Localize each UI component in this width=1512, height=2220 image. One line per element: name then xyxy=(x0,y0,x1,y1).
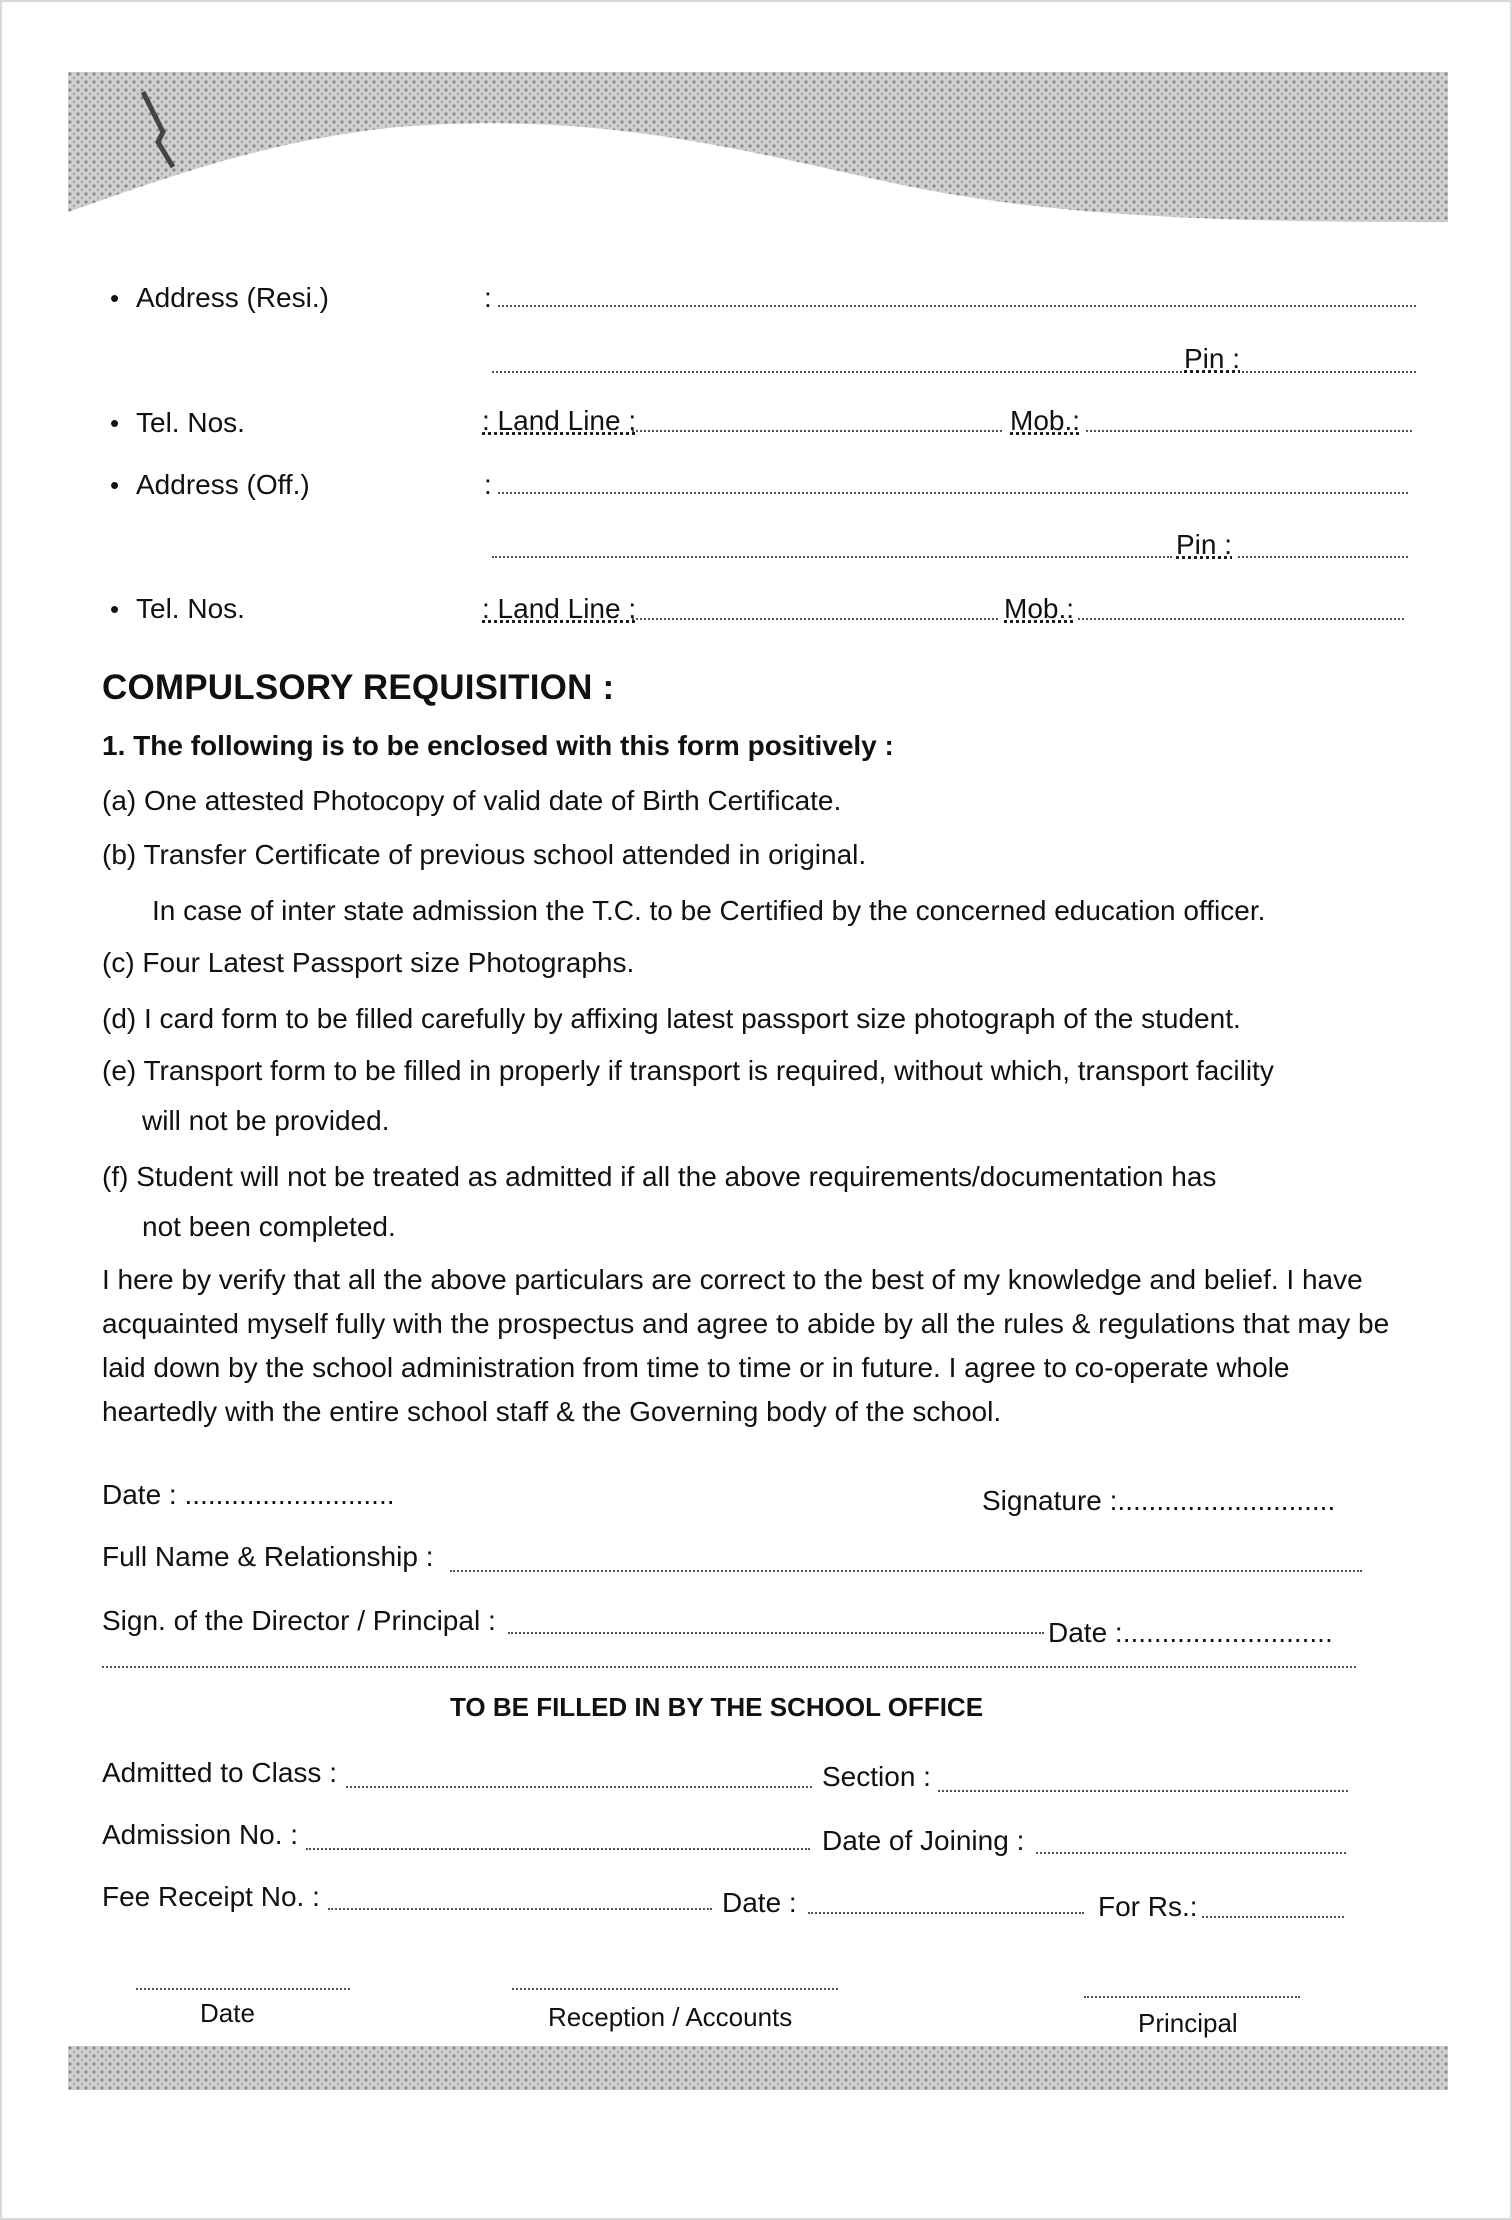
mob-resi-line[interactable] xyxy=(1086,430,1412,432)
mob-off-label: Mob.: xyxy=(1004,593,1075,624)
req-item-f-cont: not been completed. xyxy=(142,1211,396,1242)
req-item-f: (f) Student will not be treated as admitted if all the above requirements/documentation has xyxy=(102,1161,1217,1192)
req-item-e-cont: will not be provided. xyxy=(142,1105,390,1136)
address-resi-line-2[interactable] xyxy=(492,371,1186,373)
top-wave-banner xyxy=(68,72,1448,222)
req-item-e: (e) Transport form to be filled in properly if transport is required, without which, transport facility xyxy=(102,1055,1274,1086)
declaration-paragraph: I here by verify that all the above particulars are correct to the best of my knowledge and belief. I have acquainted myself fully with the prospectus and agree to abide by all the rules & regulations that may be laid down by the school administration from time to time or in future. I agree to co-operate whole heartedly with the entire school staff & the Governing body of the school. xyxy=(102,1264,1390,1427)
req-item-a: (a) One attested Photocopy of valid date of Birth Certificate. xyxy=(102,785,842,816)
signature-field[interactable]: Signature :............................ xyxy=(982,1485,1336,1516)
pin-resi-label: Pin : xyxy=(1184,343,1241,374)
director-sign-label: Sign. of the Director / Principal : xyxy=(102,1605,496,1636)
mob-resi-label: Mob.: xyxy=(1010,405,1081,436)
footer-principal-line[interactable] xyxy=(1084,1996,1300,1998)
full-name-label: Full Name & Relationship : xyxy=(102,1541,434,1572)
address-off-label: • Address (Off.) xyxy=(136,468,310,502)
landline-resi-line[interactable] xyxy=(632,430,1002,432)
admitted-class-line[interactable] xyxy=(346,1786,812,1788)
office-heading: TO BE FILLED IN BY THE SCHOOL OFFICE xyxy=(450,1692,984,1722)
requisition-heading: COMPULSORY REQUISITION : xyxy=(102,668,615,707)
date-joining-label: Date of Joining : xyxy=(822,1825,1025,1856)
landline-off-label: : Land Line : xyxy=(482,593,637,624)
for-rs-label: For Rs.: xyxy=(1098,1891,1198,1922)
address-resi-line-1[interactable] xyxy=(498,305,1416,307)
mob-off-line[interactable] xyxy=(1078,618,1404,620)
requisition-subheading: 1. The following is to be enclosed with this form positively : xyxy=(102,730,894,761)
pin-off-label: Pin : xyxy=(1176,529,1233,560)
pin-off-line[interactable] xyxy=(1238,556,1408,558)
section-divider xyxy=(102,1666,1356,1668)
fee-receipt-label: Fee Receipt No. : xyxy=(102,1881,320,1912)
date-field[interactable]: Date : ........................... xyxy=(102,1479,395,1510)
fee-date-line[interactable] xyxy=(808,1912,1084,1914)
address-off-line-1[interactable] xyxy=(498,492,1408,494)
landline-off-line[interactable] xyxy=(632,618,998,620)
landline-resi-label: : Land Line : xyxy=(482,405,637,436)
bottom-pattern-banner xyxy=(68,2046,1448,2090)
address-off-line-2[interactable] xyxy=(492,556,1172,558)
address-resi-label: • Address (Resi.) xyxy=(136,281,329,315)
section-label: Section : xyxy=(822,1761,931,1792)
pin-resi-line[interactable] xyxy=(1242,371,1416,373)
admission-no-line[interactable] xyxy=(306,1848,810,1850)
section-line[interactable] xyxy=(938,1790,1348,1792)
director-sign-line[interactable] xyxy=(508,1632,1044,1634)
for-rs-line[interactable] xyxy=(1202,1916,1344,1918)
full-name-line[interactable] xyxy=(450,1570,1362,1572)
footer-reception-line[interactable] xyxy=(512,1988,838,1990)
footer-date-caption: Date xyxy=(200,1998,255,2028)
req-item-b: (b) Transfer Certificate of previous school attended in original. xyxy=(102,839,867,870)
address-resi-colon: : xyxy=(484,282,492,313)
director-date-field[interactable]: Date :........................... xyxy=(1048,1617,1333,1648)
address-off-colon: : xyxy=(484,469,492,500)
req-item-d: (d) I card form to be filled carefully by affixing latest passport size photograph of the student. xyxy=(102,1003,1241,1034)
footer-reception-caption: Reception / Accounts xyxy=(548,2002,793,2032)
req-item-b-note: In case of inter state admission the T.C. to be Certified by the concerned education officer. xyxy=(152,895,1266,926)
footer-date-line[interactable] xyxy=(136,1988,350,1990)
tel-off-label: • Tel. Nos. xyxy=(136,592,245,626)
admission-no-label: Admission No. : xyxy=(102,1819,299,1850)
footer-principal-caption: Principal xyxy=(1138,2008,1238,2038)
tel-resi-label: • Tel. Nos. xyxy=(136,406,245,440)
admitted-class-label: Admitted to Class : xyxy=(102,1757,337,1788)
fee-date-label: Date : xyxy=(722,1887,797,1918)
req-item-c: (c) Four Latest Passport size Photographs. xyxy=(102,947,635,978)
fee-receipt-line[interactable] xyxy=(328,1908,712,1910)
date-joining-line[interactable] xyxy=(1036,1852,1346,1854)
